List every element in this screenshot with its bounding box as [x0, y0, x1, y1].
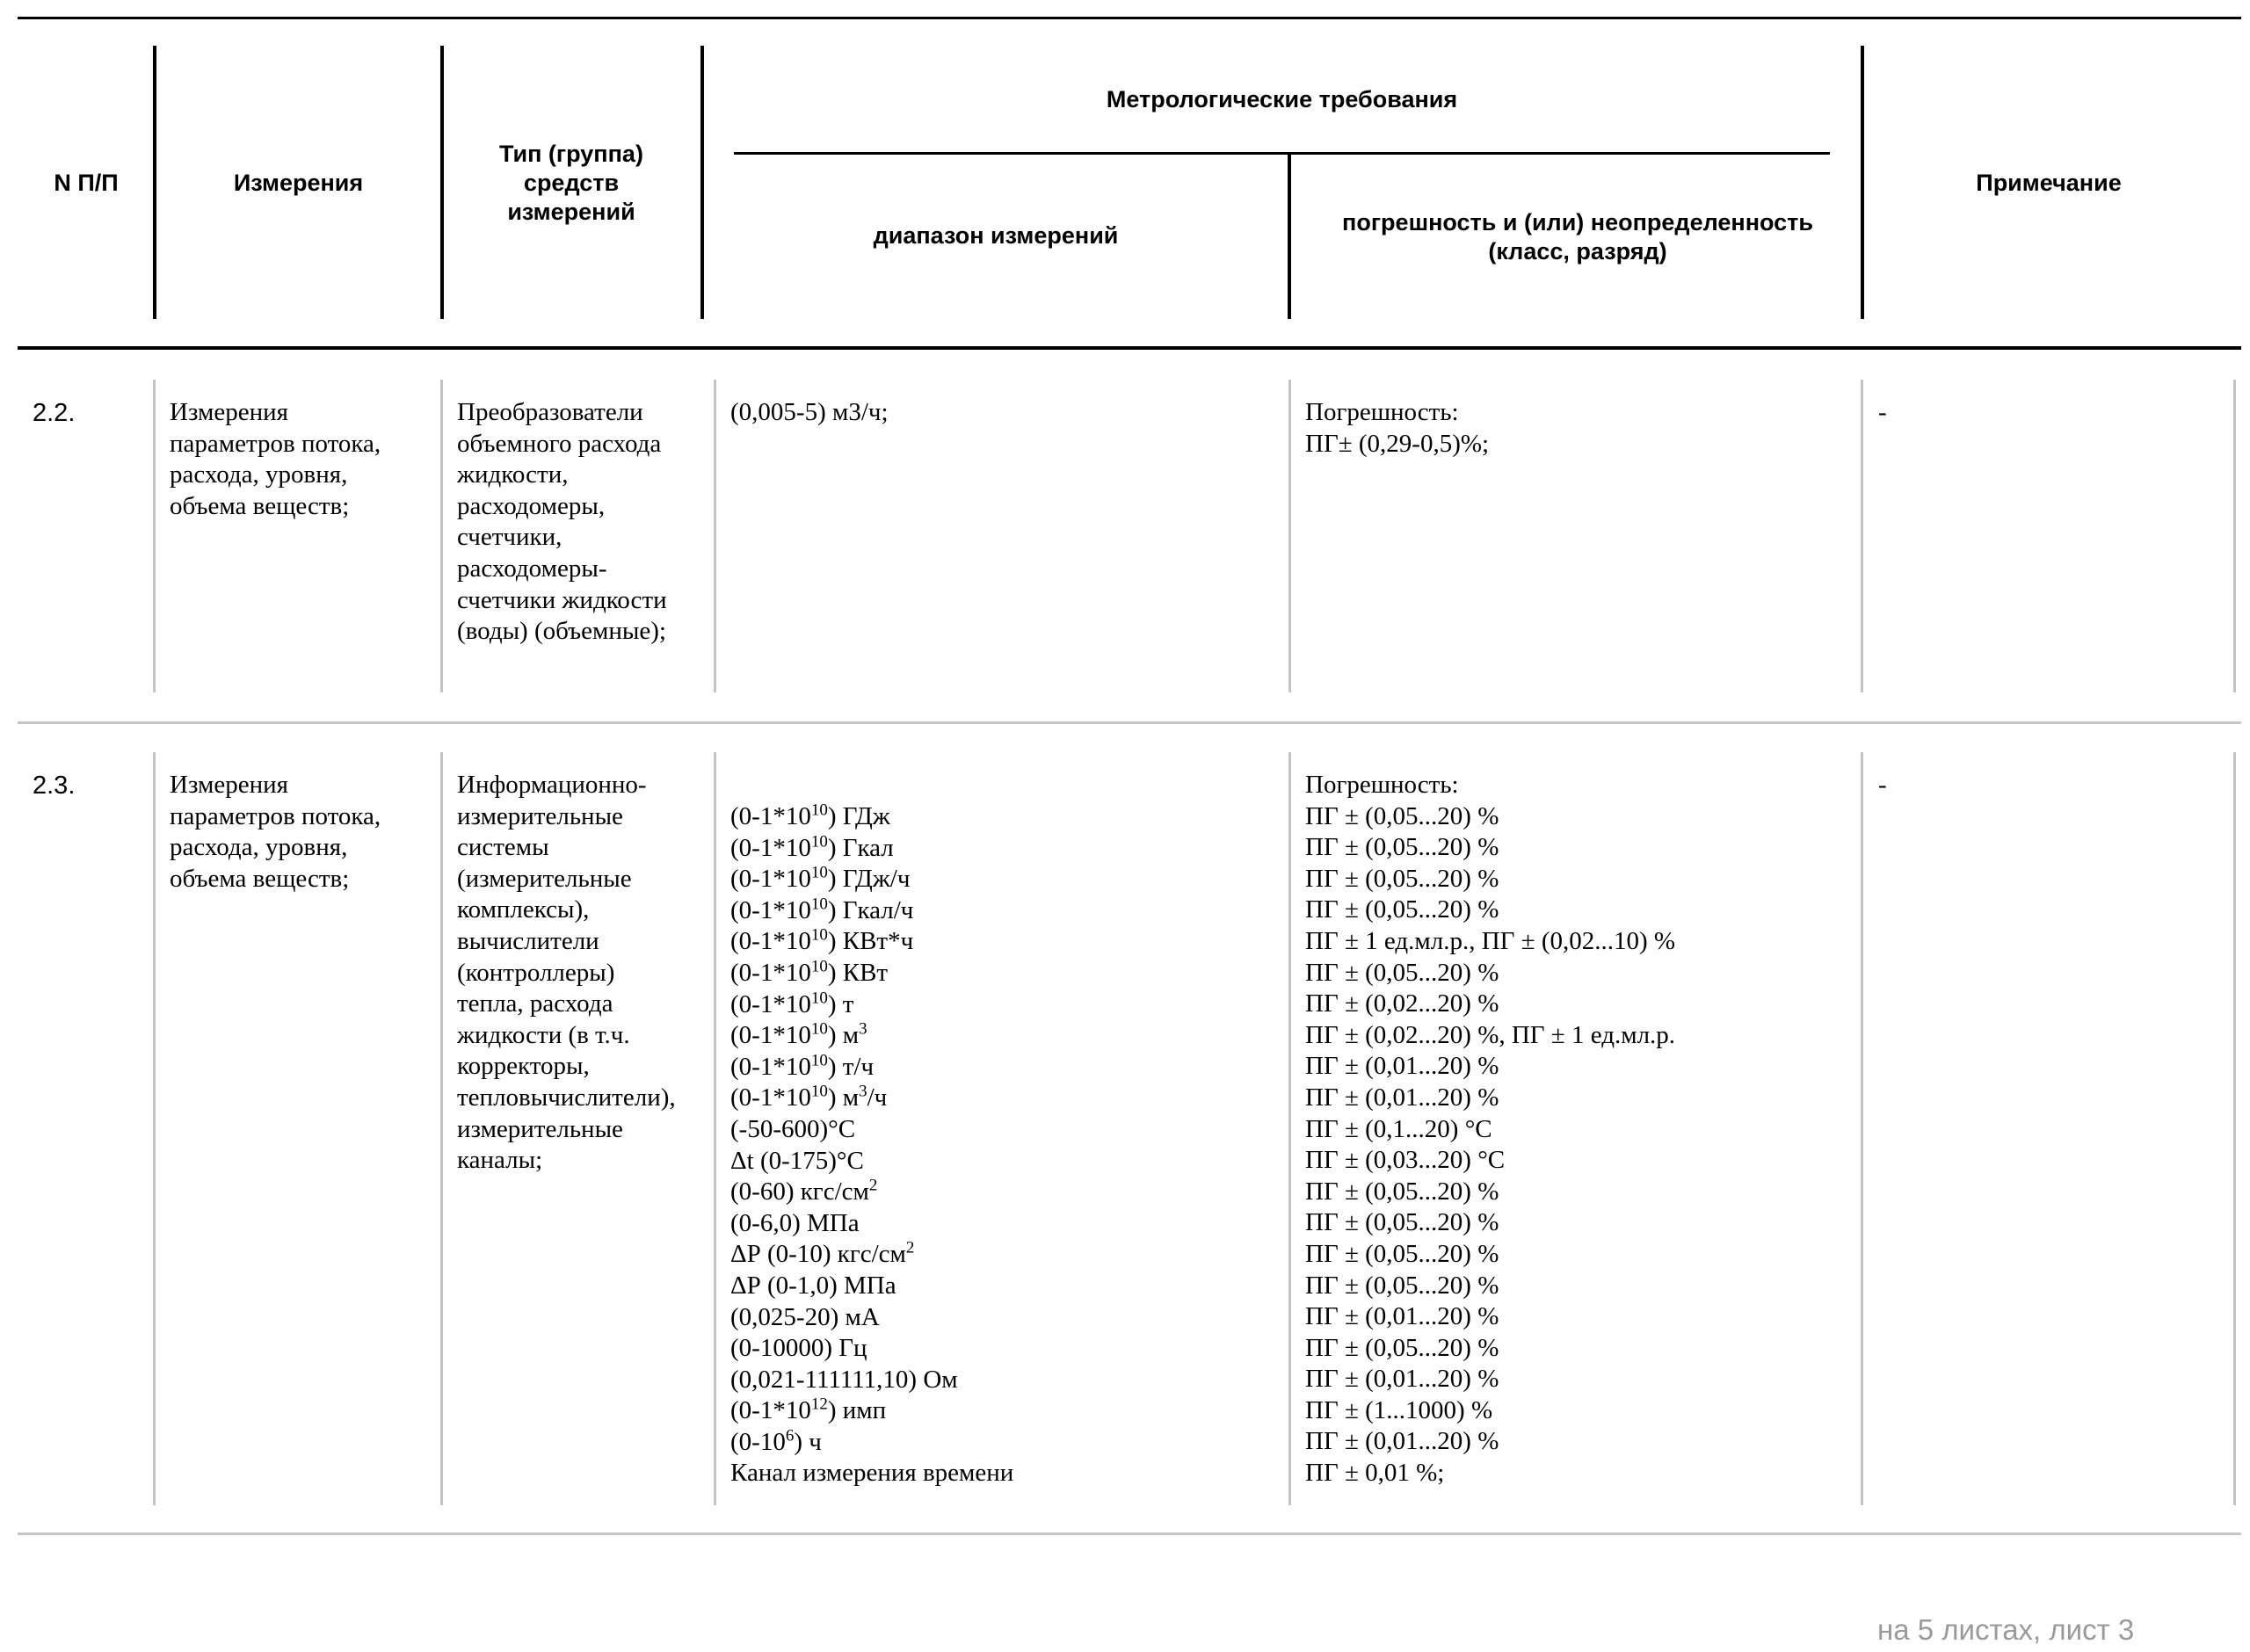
cell-line: системы: [457, 833, 549, 862]
cell-line: (воды) (объемные);: [457, 617, 666, 646]
cell-line: ПГ ± (0,05...20) %: [1305, 1333, 1499, 1362]
text-part: Канал измерения времени: [730, 1459, 1014, 1488]
cell-line: [730, 895, 1013, 927]
cell-line: Погрешность:: [1305, 771, 1459, 799]
superscript: 10: [810, 801, 828, 820]
text-part: ΔР (0-10) кгс/см: [730, 1240, 906, 1269]
cell-line: [730, 801, 1013, 833]
text-part: ) т: [827, 989, 854, 1018]
row-col-divider: [1288, 380, 1291, 692]
text-part: (0-1*10: [730, 1396, 811, 1425]
cell-line: ПГ± (0,29-0,5)%;: [1305, 429, 1490, 458]
cell-line: ПГ ± (0,1...20) °С: [1305, 1114, 1492, 1143]
cell-line: (измерительные: [457, 864, 632, 893]
cell-line: ПГ ± (0,05...20) %: [1305, 895, 1499, 924]
header-error-uncertainty: погрешность и (или) неопределенность (класс, разряд): [1342, 209, 1813, 264]
superscript: 10: [810, 1082, 828, 1101]
row-instrument-type: [457, 397, 667, 648]
cell-line: жидкости (в т.ч.: [457, 1020, 630, 1049]
row-col-divider: [2233, 752, 2236, 1505]
row-number: 2.2.: [33, 399, 76, 427]
text-part: (-50-600)°С: [730, 1114, 856, 1143]
cell-line: [730, 1083, 1013, 1114]
row-note: -: [1878, 771, 1887, 799]
cell-line: [730, 1239, 1013, 1271]
text-part: (0-1*10: [730, 927, 811, 956]
text-part: (0-60) кгс/см: [730, 1177, 869, 1206]
cell-line: параметров потока,: [170, 429, 381, 458]
row-error-uncertainty: [1305, 770, 1675, 1489]
cell-line: счетчики,: [457, 523, 562, 552]
row-col-divider: [153, 380, 156, 692]
superscript: 10: [810, 957, 828, 976]
cell-line: ПГ ± (0,05...20) %: [1305, 833, 1499, 862]
superscript: 3: [859, 1019, 867, 1039]
cell-line: [730, 1208, 1013, 1240]
text-part: (0-1*10: [730, 865, 811, 894]
text-part: ) т/ч: [827, 1052, 875, 1081]
cell-line: тепловычислители),: [457, 1083, 676, 1112]
cell-line: ПГ ± 0,01 %;: [1305, 1459, 1445, 1488]
text-part: ) имп: [827, 1396, 887, 1425]
cell-line: ПГ ± (0,01...20) %: [1305, 1052, 1499, 1081]
cell-line: ПГ ± 1 ед.мл.р., ПГ ± (0,02...10) %: [1305, 926, 1676, 955]
text-part: (0-1*10: [730, 895, 811, 924]
cell-line: ПГ ± (0,05...20) %: [1305, 1208, 1499, 1237]
row-instrument-type: [457, 770, 676, 1177]
header-number: N П/П: [54, 170, 119, 196]
cell-line: расхода, уровня,: [170, 833, 348, 862]
text-part: /ч: [867, 1083, 888, 1112]
cell-line: ПГ ± (0,01...20) %: [1305, 1302, 1499, 1331]
text-part: (0-1*10: [730, 1083, 811, 1112]
cell-line: жидкости,: [457, 460, 569, 489]
text-part: ) Гкал/ч: [827, 895, 914, 924]
cell-line: [730, 989, 1013, 1021]
header-col-divider: [1288, 155, 1291, 319]
cell-line: [730, 1302, 1013, 1334]
cell-line: ПГ ± (0,01...20) %: [1305, 1083, 1499, 1112]
text-part: (0,021-111111,10) Ом: [730, 1365, 958, 1394]
cell-line: ПГ ± (0,02...20) %: [1305, 989, 1499, 1018]
superscript: 2: [868, 1176, 878, 1195]
cell-line: ПГ ± (0,02...20) %, ПГ ± 1 ед.мл.р.: [1305, 1020, 1676, 1049]
text-part: ) ГДж: [827, 802, 890, 830]
cell-line: (контроллеры): [457, 958, 615, 987]
cell-line: Информационно-: [457, 771, 647, 799]
cell-line: [730, 1333, 1013, 1365]
superscript: 10: [810, 1051, 828, 1070]
text-part: ΔР (0-1,0) МПа: [730, 1271, 896, 1300]
row-col-divider: [440, 752, 443, 1505]
cell-line: объемного расхода: [457, 429, 662, 458]
superscript: 2: [905, 1238, 915, 1257]
header-metrological-requirements: Метрологические требования: [1106, 86, 1458, 112]
superscript: 10: [810, 925, 828, 945]
cell-line: ПГ ± (0,05...20) %: [1305, 801, 1499, 830]
cell-line: расхода, уровня,: [170, 460, 348, 489]
superscript: 10: [810, 895, 828, 914]
metrological-subheader-rule: [734, 152, 1830, 155]
cell-line: расходомеры,: [457, 491, 606, 520]
text-part: (0-1*10: [730, 989, 811, 1018]
text-part: (0-1*10: [730, 1052, 811, 1081]
cell-line: [730, 1114, 1013, 1146]
header-measurement-range: диапазон измерений: [873, 222, 1119, 249]
text-part: Δt (0-175)°С: [730, 1146, 864, 1175]
cell-line: [730, 864, 1013, 895]
cell-line: ПГ ± (0,05...20) %: [1305, 958, 1499, 987]
row-measurement-range: [730, 397, 889, 429]
cell-line: корректоры,: [457, 1052, 590, 1081]
cell-line: измерительные: [457, 1114, 623, 1143]
cell-line: [730, 1427, 1013, 1459]
header-col-divider: [440, 46, 444, 319]
superscript: 10: [810, 863, 828, 882]
cell-line: [730, 1020, 1013, 1052]
cell-line: Преобразователи: [457, 398, 643, 426]
row-number: 2.3.: [33, 772, 76, 800]
text-part: ) ГДж/ч: [827, 865, 911, 894]
cell-line: (0,005-5) м3/ч;: [730, 398, 889, 426]
cell-line: [730, 833, 1013, 865]
cell-line: ПГ ± (0,01...20) %: [1305, 1365, 1499, 1394]
row-note: -: [1878, 398, 1887, 426]
page-footer: на 5 листах, лист 3: [1877, 1613, 2135, 1646]
cell-line: [730, 1458, 1013, 1489]
cell-line: ПГ ± (0,05...20) %: [1305, 1239, 1499, 1268]
cell-line: параметров потока,: [170, 801, 381, 830]
text-part: (0-6,0) МПа: [730, 1208, 860, 1237]
cell-line: Измерения: [170, 398, 288, 426]
cell-line: ПГ ± (0,05...20) %: [1305, 1177, 1499, 1206]
text-part: (0-10: [730, 1427, 786, 1456]
cell-line: [730, 1052, 1013, 1083]
cell-line: ПГ ± (0,05...20) %: [1305, 864, 1499, 893]
row-measurement-range: [730, 801, 1013, 1489]
table-top-rule: [18, 17, 2241, 19]
cell-line: [730, 1365, 1013, 1396]
text-part: ) м: [827, 1021, 860, 1050]
header-measurements: Измерения: [233, 170, 364, 196]
header-instrument-type: Тип (группа) средств измерений: [499, 141, 643, 225]
text-part: (0-10000) Гц: [730, 1334, 867, 1363]
row-measurements: [170, 397, 381, 522]
superscript: 6: [785, 1426, 795, 1446]
cell-line: ПГ ± (0,05...20) %: [1305, 1271, 1499, 1300]
row-col-divider: [714, 380, 716, 692]
superscript: 3: [859, 1082, 867, 1101]
header-note: Примечание: [1976, 170, 2122, 196]
row-col-divider: [153, 752, 156, 1505]
text-part: ) Гкал: [827, 833, 894, 862]
cell-line: Измерения: [170, 771, 288, 799]
superscript: 10: [810, 831, 828, 851]
text-part: ) КВт*ч: [827, 927, 914, 956]
table-bottom-rule: [18, 1532, 2241, 1535]
cell-line: [730, 958, 1013, 989]
cell-line: ПГ ± (1...1000) %: [1305, 1395, 1493, 1424]
cell-line: объема веществ;: [170, 864, 350, 893]
cell-line: комплексы),: [457, 895, 590, 924]
row-col-divider: [2233, 380, 2236, 692]
cell-line: Погрешность:: [1305, 398, 1459, 426]
text-part: (0-1*10: [730, 958, 811, 987]
row-separator: [18, 721, 2241, 724]
cell-line: [730, 926, 1013, 958]
row-col-divider: [440, 380, 443, 692]
header-bottom-rule: [18, 346, 2241, 350]
text-part: (0-1*10: [730, 833, 811, 862]
row-error-uncertainty: [1305, 397, 1489, 460]
row-col-divider: [1861, 752, 1863, 1505]
text-part: (0,025-20) мА: [730, 1302, 880, 1331]
row-col-divider: [1288, 752, 1291, 1505]
cell-line: ПГ ± (0,01...20) %: [1305, 1427, 1499, 1456]
cell-line: [730, 1177, 1013, 1208]
text-part: ) ч: [794, 1427, 822, 1456]
cell-line: каналы;: [457, 1146, 543, 1175]
row-col-divider: [1861, 380, 1863, 692]
cell-line: [730, 1146, 1013, 1177]
cell-line: [730, 1271, 1013, 1302]
cell-line: расходомеры-: [457, 554, 607, 583]
text-part: (0-1*10: [730, 1021, 811, 1050]
text-part: ) КВт: [827, 958, 889, 987]
superscript: 10: [810, 1019, 828, 1039]
header-col-divider: [700, 46, 704, 319]
cell-line: объема веществ;: [170, 491, 350, 520]
cell-line: измерительные: [457, 801, 623, 830]
superscript: 10: [810, 988, 828, 1007]
cell-line: счетчики жидкости: [457, 585, 667, 614]
cell-line: тепла, расхода: [457, 989, 613, 1018]
row-col-divider: [714, 752, 716, 1505]
superscript: 12: [810, 1395, 828, 1414]
row-measurements: [170, 770, 381, 895]
text-part: ) м: [827, 1083, 860, 1112]
cell-line: вычислители: [457, 926, 599, 955]
text-part: (0-1*10: [730, 802, 811, 830]
cell-line: ПГ ± (0,03...20) °С: [1305, 1146, 1506, 1175]
cell-line: [730, 1395, 1013, 1427]
